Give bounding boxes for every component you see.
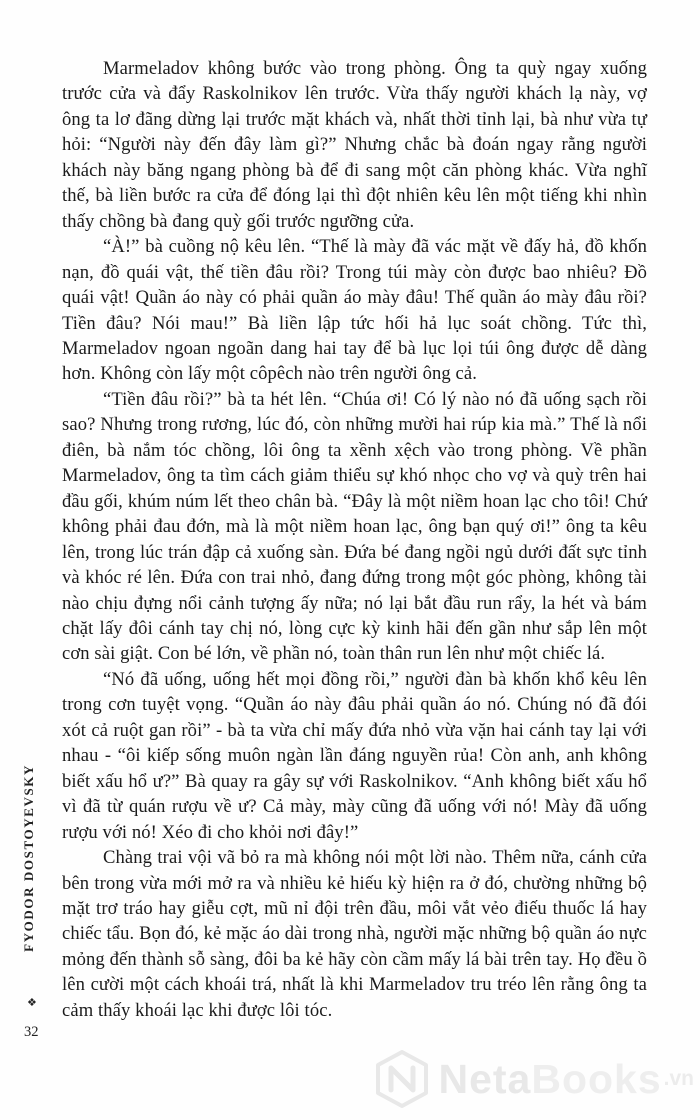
watermark-name-part2: Books	[531, 1055, 662, 1102]
paragraph: “Nó đã uống, uống hết mọi đồng rồi,” người đàn bà khốn khổ kêu lên trong cơn tuyệt vọng. “Quần áo này đâu phải quần áo nó. Chúng nó đã đói xót cả ruột gan rồi” - bà ta vừa chỉ mấy đứa nhỏ vừa vặn hai cánh tay lại với nhau - “ôi kiếp sống muôn ngàn lần đáng nguyền rủa! Còn anh, anh không biết xấu hổ ư?” Bà quay ra gây sự với Raskolnikov. “Anh không biết xấu hổ vì đã từ quán rượu về ư? Cả mày, mày cũng đã uống với nó! Mày đã uống rượu với nó! Xéo đi cho khỏi nơi đây!”	[62, 668, 647, 843]
diamond-ornament-icon: ❖	[27, 997, 37, 1009]
watermark-domain: .vn	[663, 1067, 694, 1090]
paragraph: Chàng trai vội vã bỏ ra mà không nói một lời nào. Thêm nữa, cánh cửa bên trong vừa mới mở ra và nhiều kẻ hiếu kỳ hiện ra ở đó, chường những bộ mặt trơ tráo hay giễu cợt, mũ nỉ đội trên đầu, môi vắt vẻo điếu thuốc lá hay chiếc tẩu. Bọn đó, kẻ mặc áo dài trong nhà, người mặc những bộ quần áo nực mỏng đến thành sỗ sàng, đôi ba kẻ hãy còn cầm mấy lá bài trên tay. Họ đều ồ lên cười một cách khoái trá, nhất là khi Marmeladov tru tréo lên rằng ông ta cảm thấy khoái lạc khi được lôi tóc.	[62, 847, 647, 1021]
page-number: 32	[24, 1024, 39, 1040]
paragraph: “Tiền đâu rồi?” bà ta hét lên. “Chúa ơi! Có lý nào nó đã uống sạch rồi sao? Nhưng trong rương, lúc đó, còn những mười hai rúp kia mà.” Thế là nổi điên, bà nắm tóc chồng, lôi ông ta xềnh xệch vào trong phòng. Về phần Marmeladov, ông ta tìm cách giảm thiểu sự khó nhọc cho vợ và quỳ trên hai đầu gối, khúm núm lết theo chân bà. “Đây là một niềm hoan lạc cho tôi! Chứ không phải đau đớn, mà là một niềm hoan lạc, ông bạn quý ơi!” ông ta kêu lên, trong lúc trán đập cả xuống sàn. Đứa bé đang ngồi ngủ dưới đất sực tỉnh và khóc ré lên. Đứa con trai nhỏ, đang đứng trong một góc phòng, không tài nào chịu đựng nổi cảnh tượng ấy nữa; nó lại bắt đầu run rẩy, la hét và bám chặt lấy đôi cánh tay chị nó, lòng cực kỳ kinh hãi đến gần như sắp lên một cơn sài giật. Con bé lớn, về phần nó, toàn thân run lên như một chiếc lá.	[62, 388, 647, 665]
sidebar-author-name: FYODOR DOSTOYEVSKY	[21, 764, 36, 952]
netabooks-hexagon-n-logo-icon	[374, 1050, 430, 1108]
watermark-name-part1: Neta	[438, 1055, 532, 1102]
watermark-wordmark	[438, 1055, 662, 1102]
body-text	[62, 56, 647, 1023]
paragraph: “À!” bà cuồng nộ kêu lên. “Thế là mày đã vác mặt về đấy hả, đồ khốn nạn, đồ quái vật, thế tiền đâu rồi? Trong túi mày còn được bao nhiêu? Đồ quái vật! Quần áo này có phải quần áo mày đâu! Thế quần áo mày đâu rồi? Tiền đâu? Nói mau!” Bà liền lập tức hối hả lục soát chồng. Tức thì, Marmeladov ngoan ngoãn dang hai tay để bà lục lọi túi ông được dễ dàng hơn. Không còn lấy một côpêch nào trên người ông cả.	[62, 236, 647, 385]
netabooks-watermark	[374, 1050, 694, 1108]
paragraph: Marmeladov không bước vào trong phòng. Ông ta quỳ ngay xuống trước cửa và đẩy Raskolnikov lên trước. Vừa thấy người khách lạ này, vợ ông ta lơ đãng dừng lại trước mặt khách và, nhất thời tỉnh lại, bà như vừa tự hỏi: “Người này đến đây làm gì?” Nhưng chắc bà đoán ngay rằng người khách này băng ngang phòng bà để đi sang một căn phòng khác. Vừa nghĩ thế, bà liền bước ra cửa để đóng lại thì đột nhiên kêu lên một tiếng khi nhìn thấy chồng bà đang quỳ gối trước ngưỡng cửa.	[62, 58, 647, 232]
